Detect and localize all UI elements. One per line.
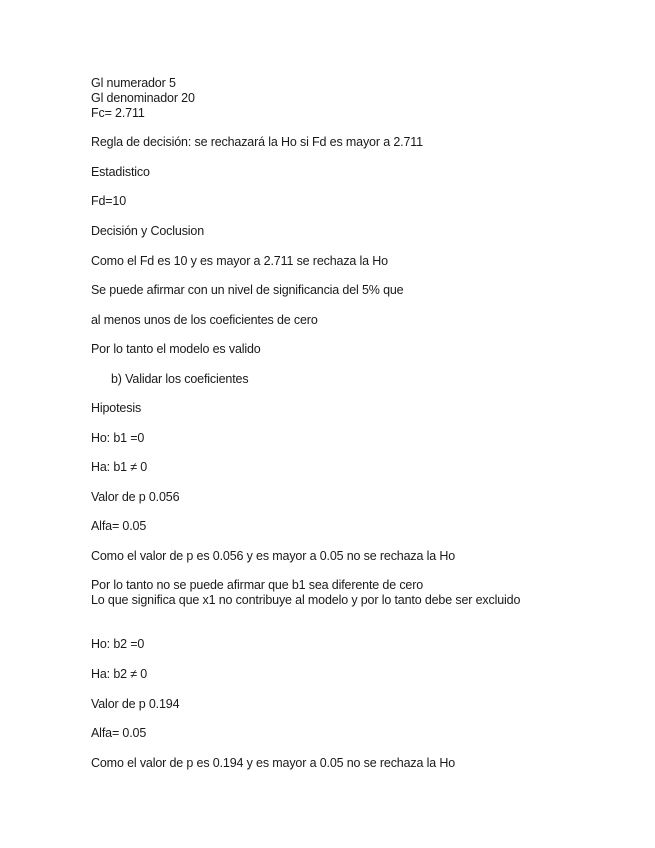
text-line: Ha: b1 ≠ 0 (91, 460, 148, 474)
text-line: Alfa= 0.05 (91, 519, 147, 533)
text-line: Gl denominador 20 (91, 91, 195, 105)
text-line: Ha: b2 ≠ 0 (91, 667, 148, 681)
text-line: Valor de p 0.056 (91, 490, 180, 504)
text-line: Se puede afirmar con un nivel de significancia del 5% que (91, 283, 404, 297)
text-line: al menos unos de los coeficientes de cero (91, 313, 318, 327)
text-line: Como el valor de p es 0.194 y es mayor a 0.05 no se rechaza la Ho (91, 756, 456, 770)
text-line: Valor de p 0.194 (91, 697, 180, 711)
text-line: Regla de decisión: se rechazará la Ho si Fd es mayor a 2.711 (91, 135, 423, 149)
text-line: Lo que significa que x1 no contribuye al modelo y por lo tanto debe ser excluido (91, 593, 521, 607)
text-line: Como el valor de p es 0.056 y es mayor a 0.05 no se rechaza la Ho (91, 549, 456, 563)
text-line: Estadistico (91, 165, 150, 179)
text-line: Gl numerador 5 (91, 76, 176, 90)
text-line: Ho: b1 =0 (91, 431, 145, 445)
list-item: b) Validar los coeficientes (111, 372, 249, 386)
text-line: Ho: b2 =0 (91, 637, 145, 651)
text-line: Decisión y Coclusion (91, 224, 205, 238)
text-line: Fd=10 (91, 194, 127, 208)
text-line: Alfa= 0.05 (91, 726, 147, 740)
text-line: Por lo tanto el modelo es valido (91, 342, 261, 356)
text-line: Hipotesis (91, 401, 142, 415)
text-line: Como el Fd es 10 y es mayor a 2.711 se rechaza la Ho (91, 254, 388, 268)
text-line: Fc= 2.711 (91, 106, 145, 120)
text-line: Por lo tanto no se puede afirmar que b1 sea diferente de cero (91, 578, 424, 592)
